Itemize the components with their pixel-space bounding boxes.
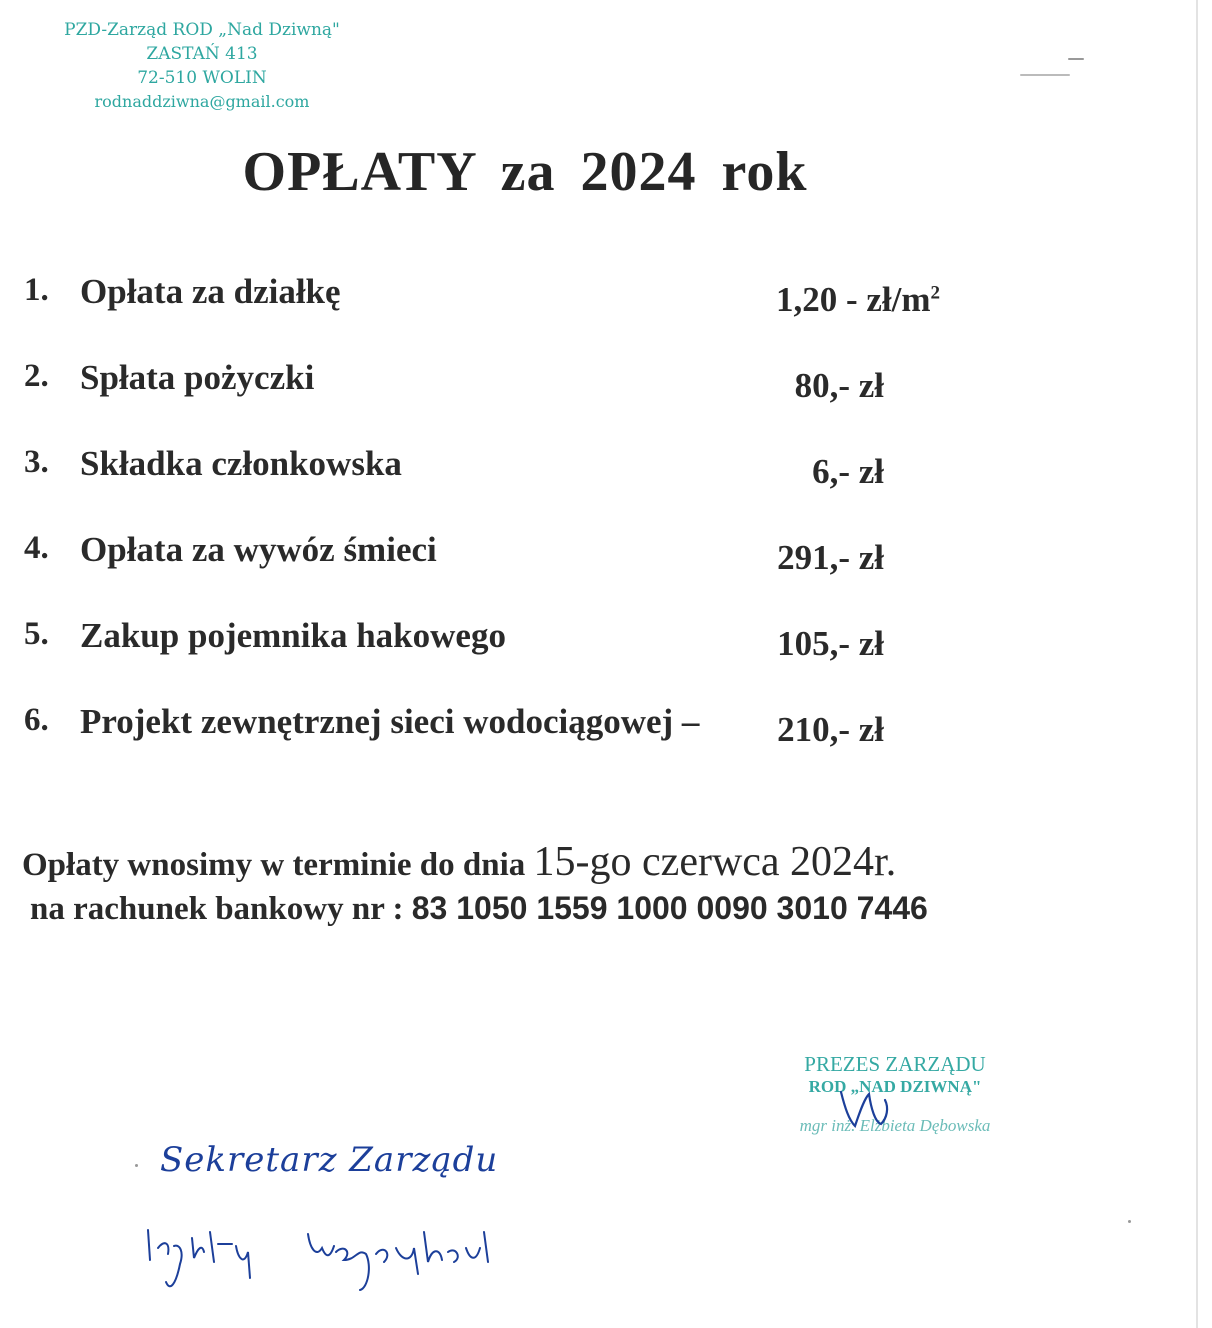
stamp-email: rodnaddziwna@gmail.com — [94, 92, 310, 111]
fee-row — [20, 700, 980, 786]
fee-number: 5. — [24, 616, 49, 652]
fee-row — [20, 442, 980, 528]
stamp-line-1: PZD-Zarząd ROD „Nad Dziwną" — [64, 20, 340, 40]
fee-row — [20, 614, 980, 700]
fee-name: Opłata za wywóz śmieci — [80, 530, 437, 569]
fee-amount: 210,- zł — [777, 710, 884, 749]
president-stamp — [760, 1052, 1030, 1136]
fee-amount-value: 1,20 - zł/m — [775, 280, 931, 319]
bank-account — [30, 890, 928, 928]
scan-speck — [1128, 1220, 1131, 1223]
president-title: PREZES ZARZĄDU — [804, 1052, 986, 1076]
unit-superscript: 2 — [930, 282, 940, 304]
scan-speck — [1068, 58, 1084, 60]
fee-row — [20, 356, 980, 442]
deadline-date: 15-go czerwca 2024r. — [533, 839, 897, 885]
fee-name: Spłata pożyczki — [80, 358, 315, 397]
president-name: mgr inż. Elżbieta Dębowska — [799, 1116, 991, 1135]
fee-row — [20, 270, 980, 356]
president-rod: ROD „NAD DZIWNĄ" — [808, 1077, 982, 1096]
fee-list — [20, 270, 980, 786]
fee-amount: 291,- zł — [777, 538, 884, 577]
fee-amount — [776, 280, 940, 320]
fee-amount: 105,- zł — [777, 624, 884, 663]
club-address-stamp — [52, 18, 352, 114]
fee-name: Opłata za działkę — [80, 272, 341, 311]
fee-number: 1. — [24, 272, 49, 308]
secretary-name-signature — [140, 1218, 500, 1312]
secretary-signature: Sekretarz Zarządu — [160, 1140, 499, 1180]
fee-number: 4. — [24, 530, 49, 566]
scan-speck — [135, 1164, 138, 1167]
fee-name: Składka członkowska — [80, 444, 402, 483]
stamp-line-2: ZASTAŃ 413 — [146, 44, 258, 64]
account-number: 83 1050 1559 1000 0090 3010 7446 — [411, 890, 928, 926]
fee-number: 2. — [24, 358, 49, 394]
fee-amount: 6,- zł — [812, 452, 884, 491]
deadline-text: Opłaty wnosimy w terminie do dnia — [22, 847, 534, 883]
page-title: OPŁATY za 2024 rok — [242, 141, 808, 203]
scan-edge — [1196, 0, 1198, 1328]
fee-name: Zakup pojemnika hakowego — [80, 616, 506, 655]
president-signature — [835, 1078, 895, 1138]
fee-row — [20, 528, 980, 614]
fee-number: 6. — [24, 702, 49, 738]
fee-number: 3. — [24, 444, 49, 480]
stamp-line-3: 72-510 WOLIN — [137, 68, 267, 88]
payment-deadline — [22, 838, 896, 886]
fee-amount: 80,- zł — [794, 366, 884, 405]
scan-speck — [1020, 74, 1070, 76]
account-label: na rachunek bankowy nr : — [30, 891, 412, 927]
fee-name: Projekt zewnętrznej sieci wodociągowej – — [80, 702, 700, 741]
